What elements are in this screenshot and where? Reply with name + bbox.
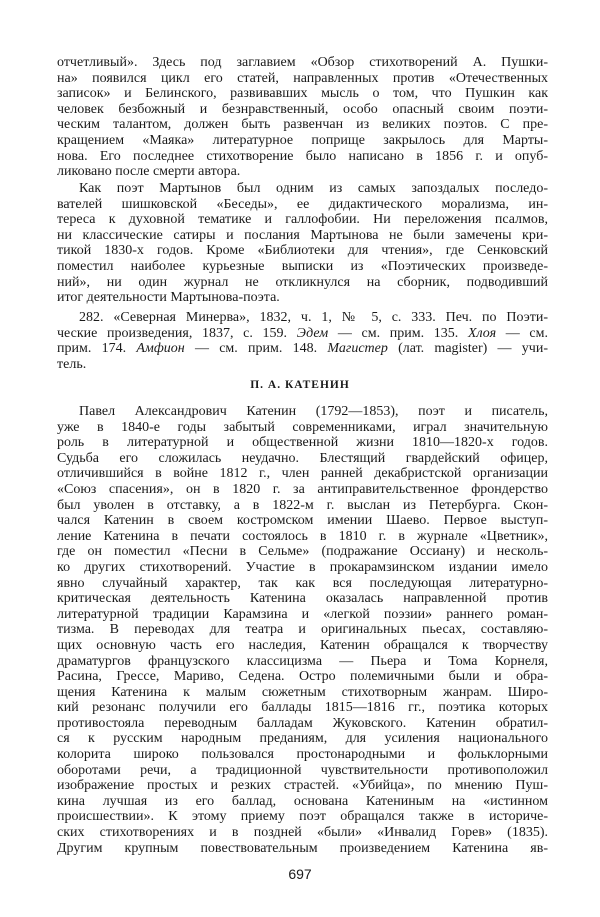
italic-term: Амфион <box>136 341 185 357</box>
paragraph-martynov-pushkin <box>57 55 548 180</box>
text-line: поместил наиболее курьезные выписки из «Поэтических произведе- <box>57 258 548 274</box>
text-segment: 282. «Северная Минерва», 1832, ч. 1, № 5, с. 333. Печ. по Поэти- <box>79 310 548 325</box>
text-line: ских стихотворениях и в поздней «были» «Инвалид Горев» (1835). <box>57 825 548 841</box>
text-line: кий резонанс получили его баллады 1815—1816 гг., поэтика которых <box>57 700 548 716</box>
text-segment: — см. прим. 148. <box>184 341 328 357</box>
text-line <box>57 326 548 342</box>
paragraph-martynov-poet <box>57 181 548 306</box>
text-segment: (лат. magister) — учи- <box>387 341 548 357</box>
text-line: ся к русским народным преданиям, для усиления национального <box>57 731 548 747</box>
text-line: Другим крупным повествовательным произведением Катенина яв- <box>57 840 548 856</box>
text-line: ни классические сатиры и послания Мартынова не были замечены кри- <box>57 227 548 243</box>
text-line: ликовано после смерти автора. <box>57 164 241 180</box>
text-segment: тель. <box>57 356 87 372</box>
text-line: противостояла переводным балладам Жуковского. Катенин обратил- <box>57 715 548 731</box>
text-line: литературной традиции Карамзина и «легкой поэзии» раннего роман- <box>57 606 548 622</box>
text-line <box>57 357 548 373</box>
text-line: кращением «Маяка» литературное поприще закрылось для Марты- <box>57 132 548 148</box>
text-segment: — см. прим. 135. <box>328 325 468 341</box>
text-segment: — см. <box>496 325 549 341</box>
text-line: записок» и Белинского, развивавших мысль о том, что Пушкин как <box>57 86 548 102</box>
text-line: явно случайный характер, так как вся последующая литературно- <box>57 575 548 591</box>
text-line: ний», ни один журнал не откликнулся на сборник, подводивший <box>57 274 548 290</box>
text-line: колорита широко пользовался простонародными и фольклорными <box>57 747 548 763</box>
text-line: критическая деятельность Катенина оказалась направленной против <box>57 591 548 607</box>
text-segment: ческие произведения, 1837, с. 159. <box>57 325 297 341</box>
text-line: Как поэт Мартынов был одним из самых запоздалых последо- <box>79 181 548 196</box>
text-line: ление Катенина в печати состоялось в 1810 г. в журнале «Цветник», <box>57 528 548 544</box>
text-line: ко других стихотворений. Участие в прокарамзинском издании имело <box>57 559 548 575</box>
text-line: Расина, Грессе, Мариво, Седена. Остро полемичными были и обра- <box>57 669 548 685</box>
text-line: щих основную часть его наследия, Катенин обращался к творчеству <box>57 637 548 653</box>
text-line: чался Катенин в своем костромском имении Шаево. Первое выступ- <box>57 513 548 529</box>
page-number: 697 <box>288 866 312 882</box>
text-line: тизма. В переводах для театра и оригинальных пьесах, составляю- <box>57 622 548 638</box>
text-line: нова. Его последнее стихотворение было написано в 1856 г. и опуб- <box>57 148 548 164</box>
text-segment: прим. 174. <box>57 341 137 357</box>
text-line: ческим талантом, должен быть развенчан из великих поэтов. С пре- <box>57 117 548 133</box>
text-line: где он поместил «Песни в Сельме» (подражание Оссиану) и несколь- <box>57 544 548 560</box>
text-line: оборотами речи, а традиционной чувствительности противоположил <box>57 762 548 778</box>
text-line: вателей шишковской «Беседы», ее дидактического морализма, ин- <box>57 196 548 212</box>
text-line: итог деятельности Мартынова-поэта. <box>57 290 280 306</box>
text-line: изображение простых и резких страстей. «Убийца», по мнению Пуш- <box>57 778 548 794</box>
text-line: происшествии». К этому приему поэт обращался также в историче- <box>57 809 548 825</box>
paragraph-katenin <box>57 404 548 856</box>
text-line: человек безбожный и безнравственный, особо опасный своим поэти- <box>57 101 548 117</box>
text-line: отличившийся в войне 1812 г., член ранней декабристской организации <box>57 466 548 482</box>
text-line: Павел Александрович Катенин (1792—1853), поэт и писатель, <box>79 404 548 419</box>
text-line: уже в 1840-е годы забытый современниками, играл значительную <box>57 419 548 435</box>
text-line: роль в литературной и общественной жизни 1810—1820-х годов. <box>57 435 548 451</box>
section-title: П. А. КАТЕНИН <box>250 379 350 391</box>
text-line: тереса к духовной тематике и галлофобии. Ни переложения псалмов, <box>57 212 548 228</box>
text-line <box>57 310 548 326</box>
footnote-282 <box>57 310 548 372</box>
italic-term: Эдем <box>296 325 329 341</box>
text-line: тикой 1830-х годов. Кроме «Библиотеки для чтения», где Сенковский <box>57 243 548 259</box>
text-line: был уволен в отставку, а в 1822-м г. выслан из Петербурга. Скон- <box>57 497 548 513</box>
text-line: кина лучшая из его баллад, основана Катениным на «истинном <box>57 793 548 809</box>
italic-term: Магистер <box>327 341 388 357</box>
text-line: «Союз спасения», он в 1820 г. за антиправительственное фрондерство <box>57 481 548 497</box>
text-line: Судьба его сложилась неудачно. Блестящий гвардейский офицер, <box>57 450 548 466</box>
text-line: на» появился цикл его статей, направленных против «Отечественных <box>57 70 548 86</box>
text-line: щения Катенина к малым сюжетным стихотворным жанрам. Широ- <box>57 684 548 700</box>
text-line: драматургов французского классицизма — Пьера и Тома Корнеля, <box>57 653 548 669</box>
text-line: отчетливый». Здесь под заглавием «Обзор стихотворений А. Пушки- <box>57 55 548 70</box>
italic-term: Хлоя <box>467 325 497 341</box>
text-line <box>57 341 548 357</box>
